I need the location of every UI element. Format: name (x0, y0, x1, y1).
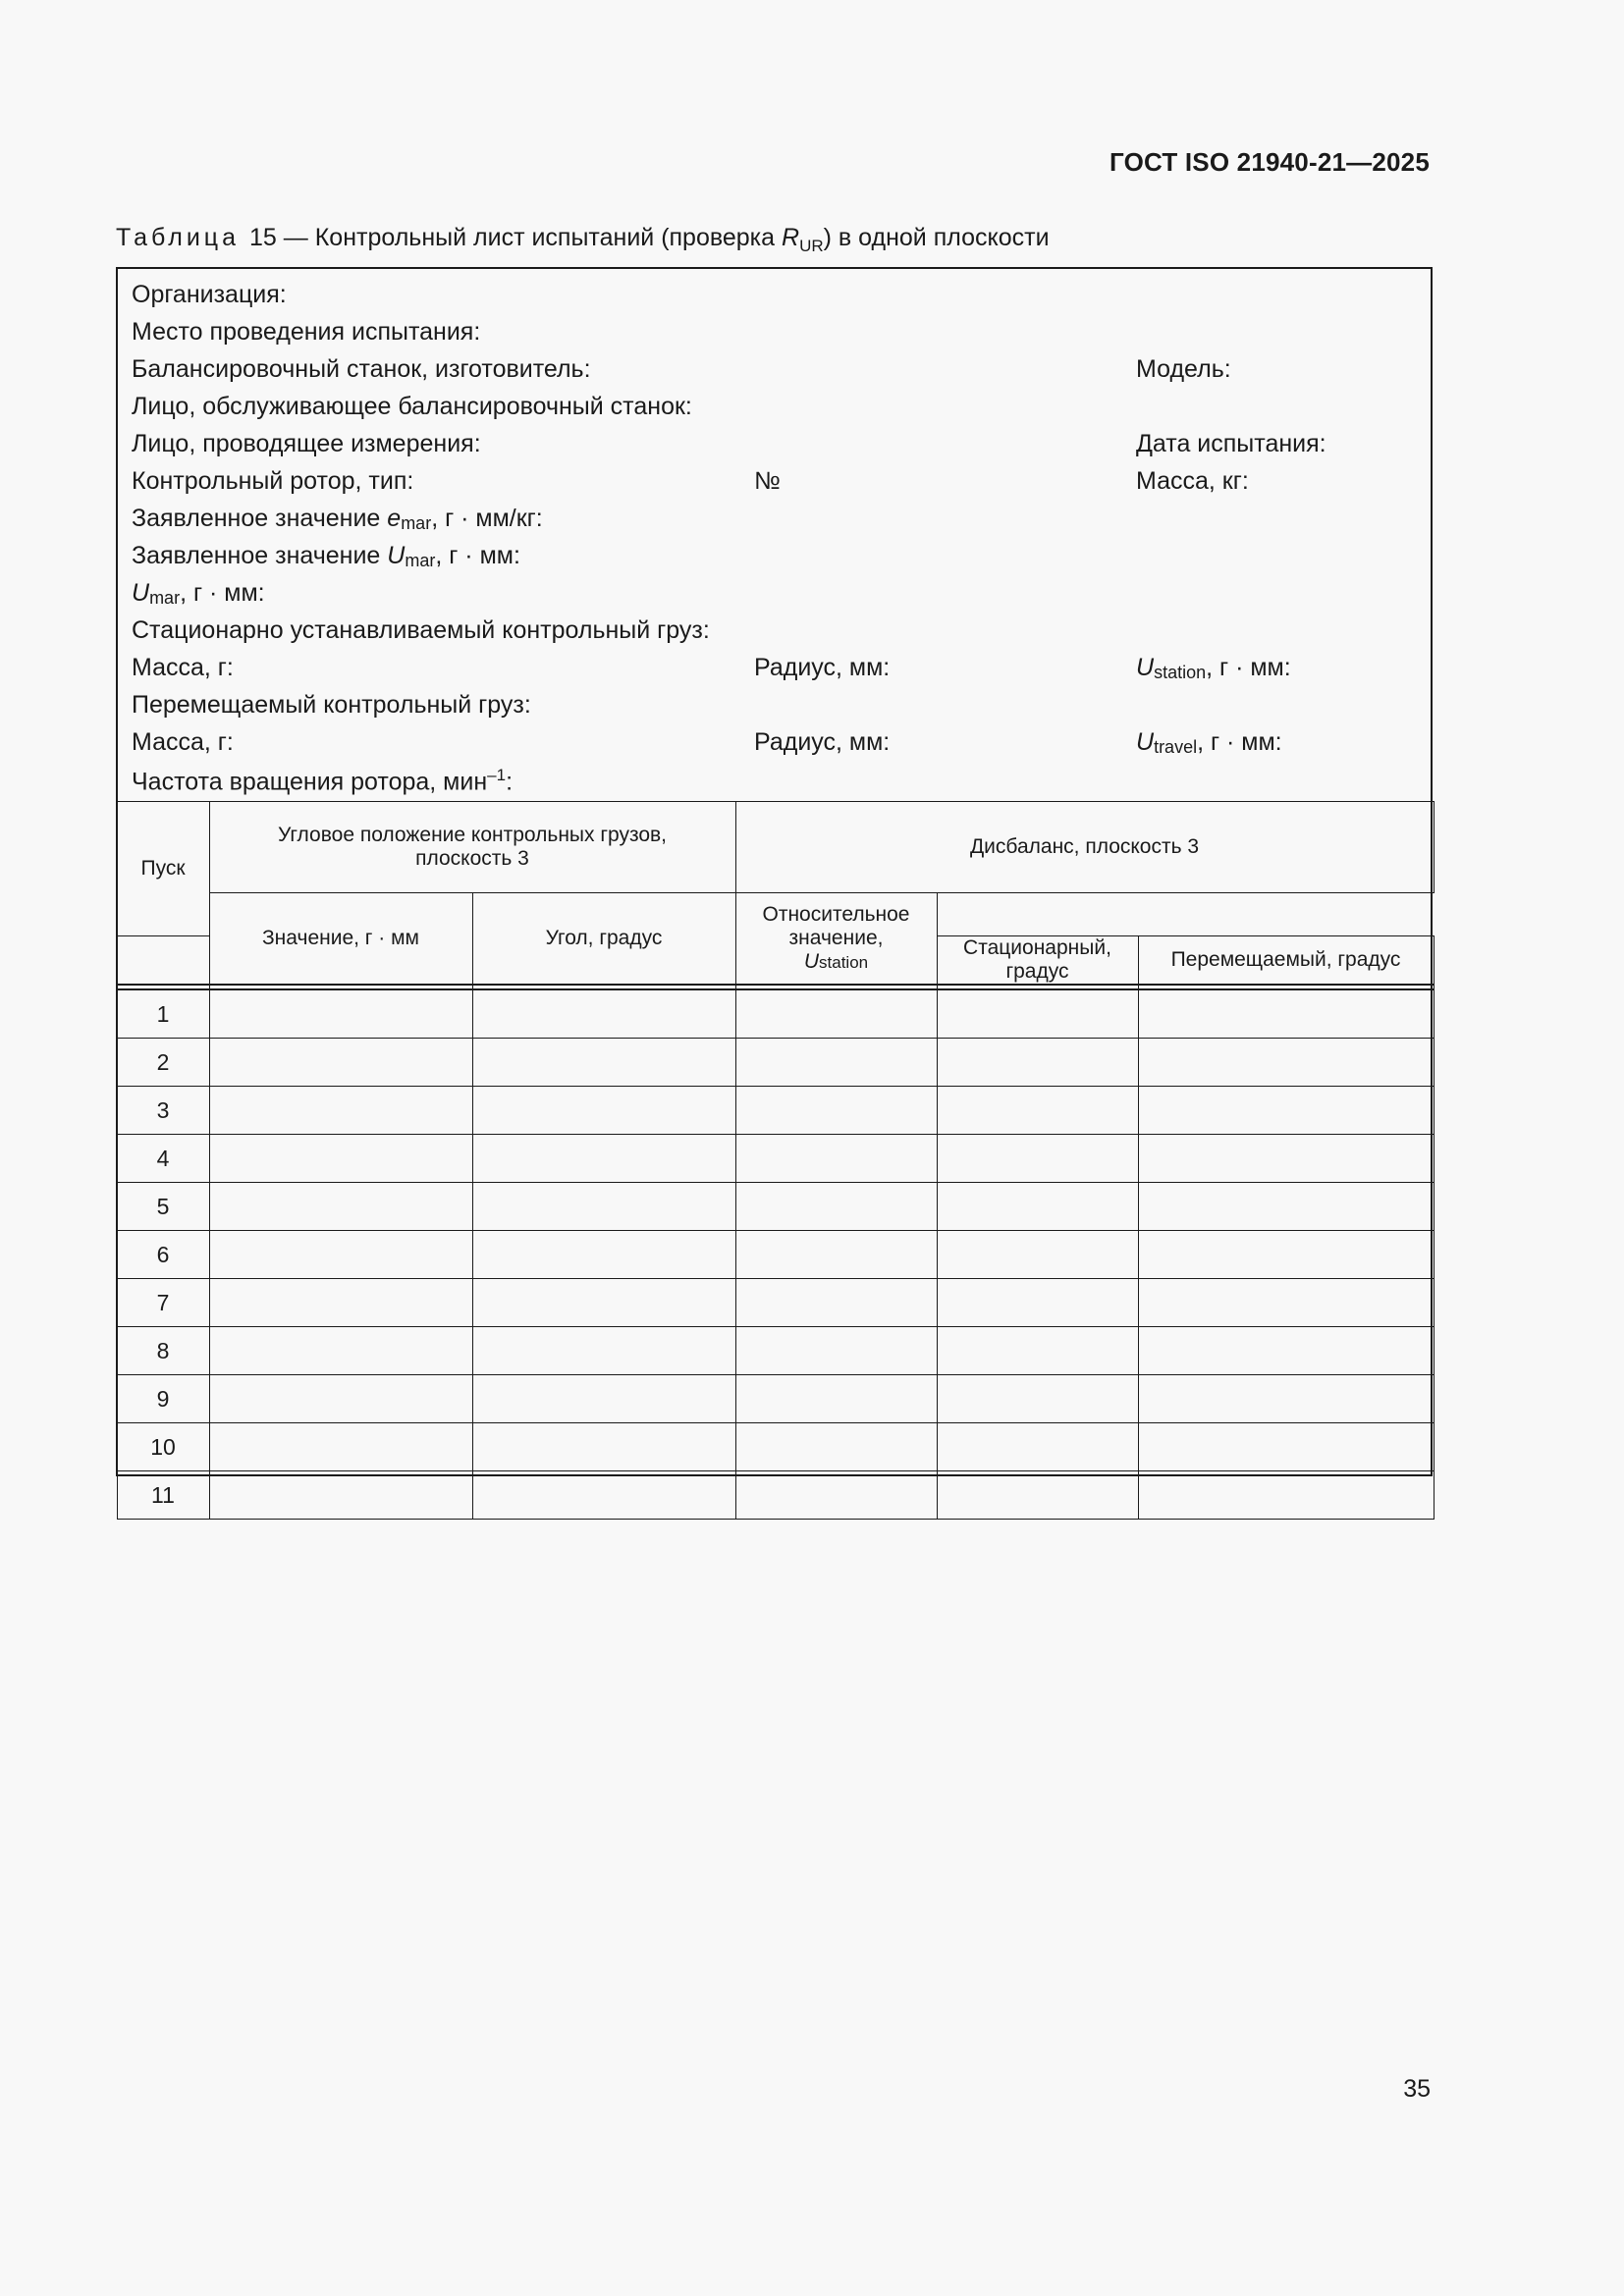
test-place-label: Место проведения испытания: (132, 318, 481, 346)
table-row (117, 1135, 1434, 1183)
runs-table (117, 801, 1435, 1520)
caption-symbol: R (782, 224, 800, 251)
table-row (117, 1375, 1434, 1423)
relative-cell[interactable] (1138, 1279, 1434, 1327)
travel-cell[interactable] (472, 1327, 735, 1375)
relative-cell[interactable] (1138, 1471, 1434, 1520)
angle-cell[interactable] (937, 1087, 1138, 1135)
angle-cell[interactable] (937, 1423, 1138, 1471)
col-stationary-header: Стационарный, градус (937, 936, 1138, 986)
umar2-sub: mar (149, 588, 181, 608)
relative-cell[interactable] (1138, 1183, 1434, 1231)
run-number: 11 (117, 1471, 209, 1520)
col-angular-header: Угловое положение контрольных грузов, плоскость 3 (209, 802, 735, 893)
angle-cell[interactable] (937, 989, 1138, 1039)
travel-radius-label: Радиус, мм: (754, 728, 891, 756)
caption-symbol-sub: UR (799, 237, 824, 255)
run-number: 8 (117, 1327, 209, 1375)
value-cell[interactable] (735, 1375, 937, 1423)
operator-label: Лицо, обслуживающее балансировочный станок: (132, 393, 692, 420)
travel-cell[interactable] (472, 1183, 735, 1231)
run-number: 5 (117, 1183, 209, 1231)
travel-weight-label: Перемещаемый контрольный груз: (132, 691, 531, 719)
utravel-label (1136, 728, 1282, 757)
travel-cell[interactable] (472, 989, 735, 1039)
col-relative-header (735, 893, 937, 986)
umar-unit: , г · мм: (435, 542, 520, 569)
travel-mass-label: Масса, г: (132, 728, 234, 756)
stationary-cell[interactable] (209, 1087, 472, 1135)
test-date-label: Дата испытания: (1136, 430, 1326, 457)
run-number: 1 (117, 989, 209, 1039)
angle-cell[interactable] (937, 1327, 1138, 1375)
umar-symbol: U (387, 542, 406, 569)
value-cell[interactable] (735, 1087, 937, 1135)
umar2-symbol: U (132, 579, 150, 607)
table-row (117, 1423, 1434, 1471)
emar-prefix: Заявленное значение (132, 505, 388, 532)
caption-text-before: — Контрольный лист испытаний (проверка (276, 224, 783, 251)
table-row (117, 1231, 1434, 1279)
relative-cell[interactable] (1138, 1135, 1434, 1183)
travel-cell[interactable] (472, 1135, 735, 1183)
ustation-symbol: U (1136, 654, 1155, 681)
angle-cell[interactable] (937, 1471, 1138, 1520)
run-number: 10 (117, 1423, 209, 1471)
speed-suffix: : (506, 768, 514, 796)
table-row (117, 1087, 1434, 1135)
rotor-type-label: Контрольный ротор, тип: (132, 467, 414, 495)
utravel-unit: , г · мм: (1197, 728, 1282, 756)
relative-cell[interactable] (1138, 1423, 1434, 1471)
caption-prefix: Таблица (116, 224, 241, 251)
speed-sup: –1 (487, 766, 507, 784)
travel-cell[interactable] (472, 1375, 735, 1423)
model-label: Модель: (1136, 355, 1231, 383)
travel-cell[interactable] (472, 1231, 735, 1279)
table-row (117, 989, 1434, 1039)
utravel-sub: travel (1154, 737, 1198, 757)
table-row (117, 1327, 1434, 1375)
relative-cell[interactable] (1138, 1327, 1434, 1375)
col-unbalance-header: Дисбаланс, плоскость 3 (735, 802, 1434, 893)
umar-label (132, 542, 520, 570)
stationary-weight-label: Стационарно устанавливаемый контрольный груз: (132, 616, 710, 644)
standard-designation: ГОСТ ISO 21940-21—2025 (1110, 147, 1430, 177)
relative-cell[interactable] (1138, 1087, 1434, 1135)
measurer-label: Лицо, проводящее измерения: (132, 430, 481, 457)
col-run-header-cont (117, 936, 209, 986)
ustation-label (1136, 654, 1291, 682)
utravel-symbol: U (1136, 728, 1155, 756)
relative-cell[interactable] (1138, 1231, 1434, 1279)
angle-cell[interactable] (937, 1279, 1138, 1327)
table-row (117, 1471, 1434, 1520)
table-row (117, 1279, 1434, 1327)
col-travel-header: Перемещаемый, градус (1138, 936, 1434, 986)
table-row (117, 1039, 1434, 1087)
angle-cell[interactable] (937, 1375, 1138, 1423)
travel-cell[interactable] (472, 1087, 735, 1135)
table-row (117, 1183, 1434, 1231)
organization-label: Организация: (132, 281, 287, 308)
umar-sub: mar (405, 551, 436, 570)
page-number: 35 (1403, 2075, 1431, 2103)
col-run-header: Пуск (117, 802, 209, 936)
stationary-cell[interactable] (209, 1327, 472, 1375)
travel-cell[interactable] (472, 1279, 735, 1327)
stationary-cell[interactable] (209, 1471, 472, 1520)
col-relative-sub: station (819, 953, 869, 972)
umar-prefix: Заявленное значение (132, 542, 388, 569)
value-cell[interactable] (735, 1279, 937, 1327)
value-cell[interactable] (735, 989, 937, 1039)
stationary-cell[interactable] (209, 989, 472, 1039)
value-cell[interactable] (735, 1135, 937, 1183)
relative-cell[interactable] (1138, 1375, 1434, 1423)
stationary-cell[interactable] (209, 1279, 472, 1327)
table-caption (116, 224, 1050, 256)
travel-cell[interactable] (472, 1423, 735, 1471)
angle-cell[interactable] (937, 1183, 1138, 1231)
stationary-mass-label: Масса, г: (132, 654, 234, 681)
col-relative-text: Относительное значение, (762, 903, 910, 949)
angle-cell[interactable] (937, 1039, 1138, 1087)
col-angle-header: Угол, градус (472, 893, 735, 986)
stationary-radius-label: Радиус, мм: (754, 654, 891, 681)
rotor-speed-label (132, 766, 513, 796)
value-cell[interactable] (735, 1423, 937, 1471)
value-cell[interactable] (735, 1471, 937, 1520)
stationary-cell[interactable] (209, 1039, 472, 1087)
run-number: 6 (117, 1231, 209, 1279)
umar2-unit: , г · мм: (180, 579, 265, 607)
caption-number: 15 (249, 224, 277, 251)
stationary-cell[interactable] (209, 1231, 472, 1279)
ustation-sub: station (1154, 663, 1207, 682)
caption-text-after: ) в одной плоскости (823, 224, 1050, 251)
run-number: 4 (117, 1135, 209, 1183)
travel-cell[interactable] (472, 1471, 735, 1520)
speed-prefix: Частота вращения ротора, мин (132, 768, 488, 796)
value-cell[interactable] (735, 1039, 937, 1087)
emar-label (132, 505, 543, 533)
value-cell[interactable] (735, 1231, 937, 1279)
run-number: 9 (117, 1375, 209, 1423)
rotor-number-label: № (754, 467, 781, 495)
relative-cell[interactable] (1138, 1039, 1434, 1087)
col-relative-symbol: U (803, 950, 820, 973)
stationary-cell[interactable] (209, 1423, 472, 1471)
emar-unit: , г · мм/кг: (431, 505, 543, 532)
run-number: 7 (117, 1279, 209, 1327)
relative-cell[interactable] (1138, 989, 1434, 1039)
runs-table-body (117, 989, 1434, 1520)
angle-cell[interactable] (937, 1135, 1138, 1183)
col-value-header: Значение, г · мм (209, 893, 472, 986)
stationary-cell[interactable] (209, 1135, 472, 1183)
machine-maker-label: Балансировочный станок, изготовитель: (132, 355, 591, 383)
angle-cell[interactable] (937, 1231, 1138, 1279)
value-cell[interactable] (735, 1183, 937, 1231)
emar-sub: mar (401, 513, 432, 533)
umar-measured-label (132, 579, 265, 608)
run-number: 2 (117, 1039, 209, 1087)
run-number: 3 (117, 1087, 209, 1135)
travel-cell[interactable] (472, 1039, 735, 1087)
info-block (118, 269, 1431, 803)
rotor-mass-label: Масса, кг: (1136, 467, 1249, 495)
emar-symbol: e (387, 505, 402, 532)
stationary-cell[interactable] (209, 1183, 472, 1231)
ustation-unit: , г · мм: (1206, 654, 1291, 681)
stationary-cell[interactable] (209, 1375, 472, 1423)
value-cell[interactable] (735, 1327, 937, 1375)
checklist-table (116, 267, 1433, 1508)
